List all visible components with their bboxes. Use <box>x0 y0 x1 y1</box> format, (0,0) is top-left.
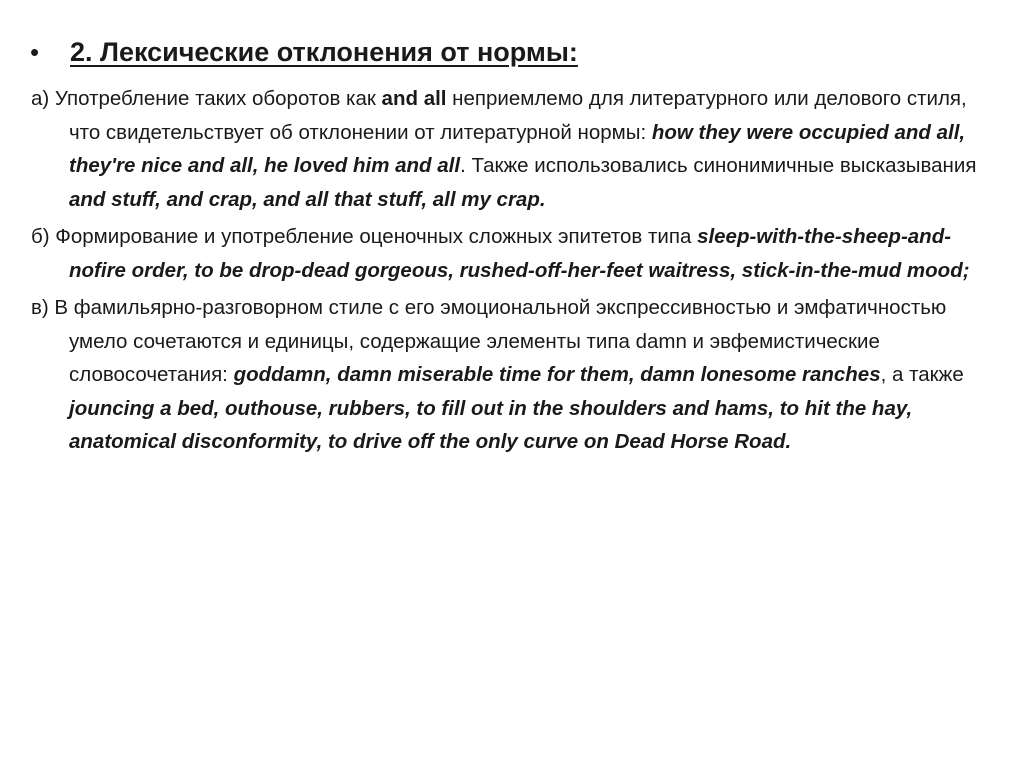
item-a-examples-1: how they were occupied and all, they're nice and all, he loved him and all <box>69 120 966 177</box>
item-c-text-1: в) В фамильярно-разговорном стиле с его эмоциональной экспрессивностью и эмфатичностью умело сочетаются и единицы, содержащие элементы типа damn и эвфемистические словосочетания: <box>31 296 947 386</box>
item-c-text-2: , а также <box>880 363 964 386</box>
item-c-examples-1: goddamn, damn miserable time for them, damn lonesome ranches <box>233 363 881 386</box>
item-a-text-3: . Также использовались синонимичные высказывания <box>460 154 977 177</box>
content-list <box>31 82 993 463</box>
item-b-examples: sleep-with-the-sheep-and-nofire order, to be drop-dead gorgeous, rushed-off-her-feet waitress, stick-in-the-mud mood; <box>69 225 970 282</box>
item-a-text-1: а) Употребление таких оборотов как <box>31 87 382 110</box>
item-b-text-1: б) Формирование и употребление оценочных сложных эпитетов типа <box>31 225 698 248</box>
bullet-icon: • <box>30 37 40 67</box>
item-a-examples-2: and stuff, and crap, and all that stuff, all my crap. <box>69 187 546 211</box>
item-a-text-2: неприемлемо для литературного или делового стиля, что свидетельствует об отклонении от литературной нормы: <box>69 87 967 144</box>
slide-heading <box>30 32 990 72</box>
list-item-b <box>31 220 993 287</box>
list-item-c <box>31 291 993 459</box>
item-a-term: and all <box>381 87 447 110</box>
list-item-a <box>31 82 993 216</box>
item-c-examples-2: jouncing a bed, outhouse, rubbers, to fill out in the shoulders and hams, to hit the hay, anatomical disconformity, to drive off the only curve on Dead Horse Road. <box>69 396 913 453</box>
heading-text: 2. Лексические отклонения от нормы: <box>70 37 578 67</box>
